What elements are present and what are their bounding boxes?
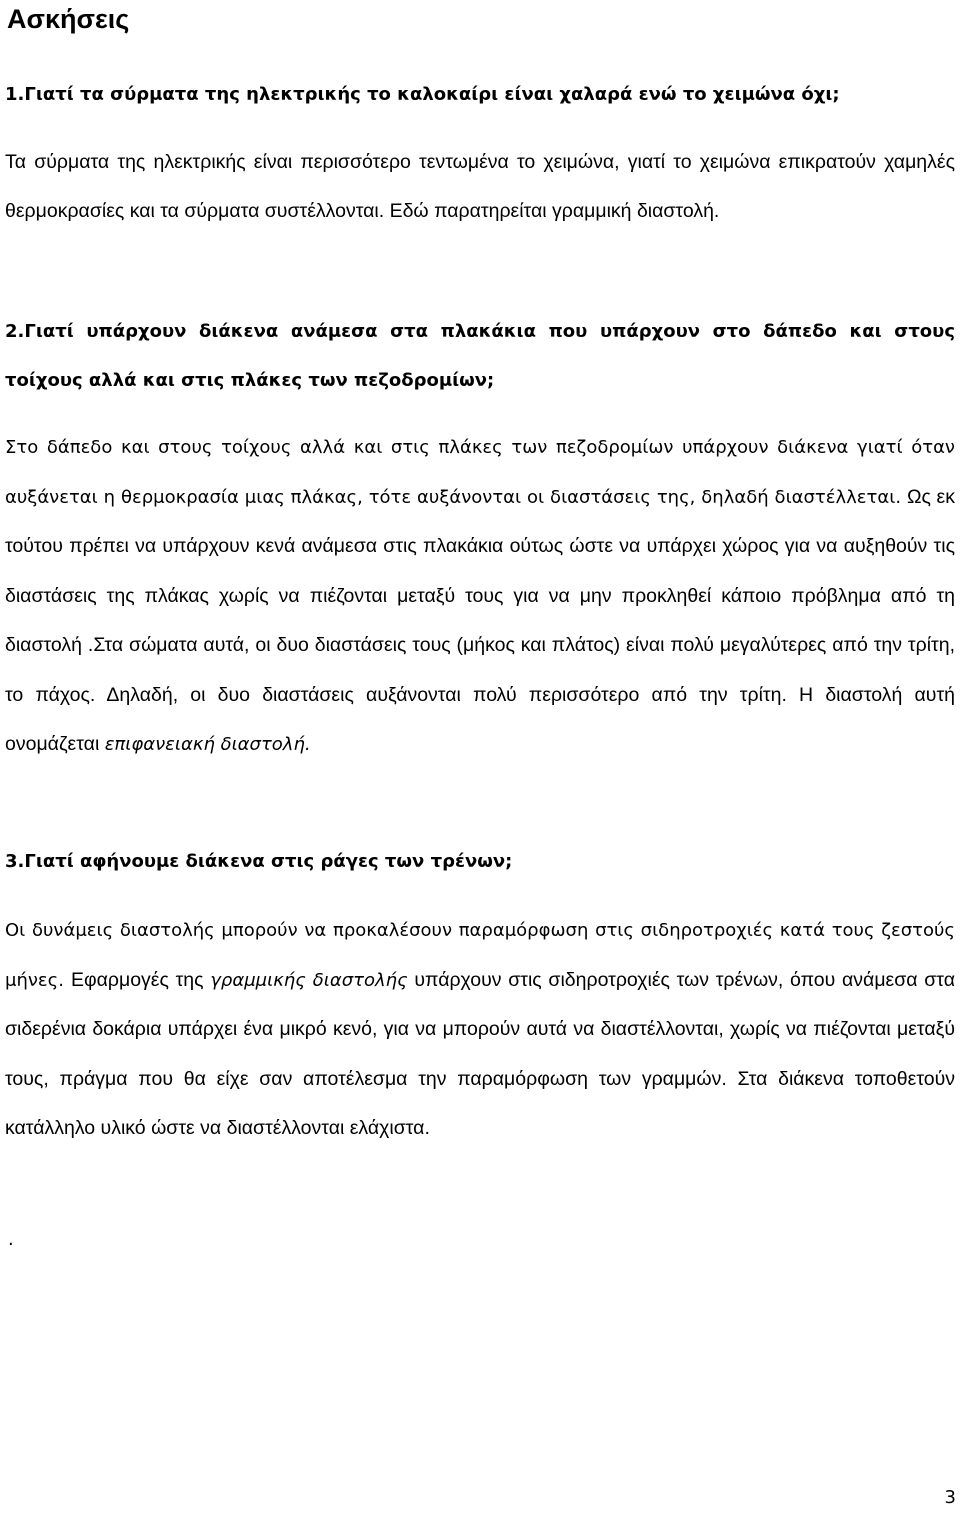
question-text: 1.Γιατί τα σύρματα της ηλεκτρικής το καλοκαίρι είναι χαλαρά ενώ το χειμώνα όχι; <box>5 84 840 105</box>
exercise-2-answer <box>5 424 955 770</box>
exercise-1-answer <box>5 138 955 235</box>
answer-text-part-2: Εφαρμογές της <box>70 968 211 991</box>
term-linear-expansion: γραμμικής διαστολής <box>210 969 408 991</box>
question-text: 2.Γιατί υπάρχουν διάκενα ανάμεσα στα πλακάκια που υπάρχουν στο δάπεδο και στους τοίχους αλλά και στις πλάκες των πεζοδρομίων; <box>5 321 955 391</box>
exercise-3-answer <box>5 907 955 1154</box>
term-surface-expansion: επιφανειακή διαστολή. <box>104 734 311 755</box>
answer-text-part-3: υπάρχουν στις σιδηροτροχιές των τρένων, όπου ανάμεσα στα σιδερένια δοκάρια υπάρχει ένα μικρό κενό, για να μπορούν αυτά να διαστέλλονται, χωρίς να πιέζονται μεταξύ τους, πράγμα που θα είχε σαν αποτέλεσμα την παραμόρφωση των γραμμών. Στα διάκενα τοποθετούν κατάλληλο υλικό ώστε να διαστέλλονται ελάχιστα. <box>5 968 955 1139</box>
trailing-mark: . <box>8 1229 14 1250</box>
answer-text-part-1: Οι δυνάμεις διαστολής μπορούν να προκαλέσουν παραμόρφωση στις σιδηροτροχιές κατά τους ζεστούς μήνες. <box>5 920 955 991</box>
answer-text-part-1: Στο δάπεδο και στους τοίχους αλλά και στις πλάκες των πεζοδρομίων υπάρχουν διάκενα γιατί όταν αυξάνεται η θερμοκρασία μιας πλάκας, τότε αυξάνονται οι διαστάσεις της, δηλαδή διαστέλλεται. <box>5 437 955 508</box>
exercise-3-question <box>5 838 955 887</box>
exercise-1-question <box>5 71 955 120</box>
page-number: 3 <box>944 1487 956 1508</box>
exercise-2-question <box>5 308 955 405</box>
answer-text-part-3: Δηλαδή, οι δυο διαστάσεις αυξάνονται πολύ περισσότερο από την τρίτη. Η διαστολή αυτή ονομάζεται <box>5 683 955 755</box>
page-title: Ασκήσεις <box>7 4 130 34</box>
answer-text-part-2: Ως εκ τούτου πρέπει να υπάρχουν κενά ανάμεσα στις πλακάκια ούτως ώστε να υπάρχει χώρος για να αυξηθούν τις διαστάσεις της πλάκας χωρίς να πιέζονται μεταξύ τους για να μην προκληθεί κάποιο πρόβλημα από τη διαστολή .Στα σώματα αυτά, οι δυο διαστάσεις τους (μήκος και πλάτος) είναι πολύ μεγαλύτερες από την τρίτη, το πάχος. <box>5 485 955 706</box>
question-text: 3.Γιατί αφήνουμε διάκενα στις ράγες των τρένων; <box>5 851 513 872</box>
answer-text: Τα σύρματα της ηλεκτρικής είναι περισσότερο τεντωμένα το χειμώνα, γιατί το χειμώνα επικρατούν χαμηλές θερμοκρασίες και τα σύρματα συστέλλονται. Εδώ παρατηρείται γραμμική διαστολή. <box>5 151 955 222</box>
